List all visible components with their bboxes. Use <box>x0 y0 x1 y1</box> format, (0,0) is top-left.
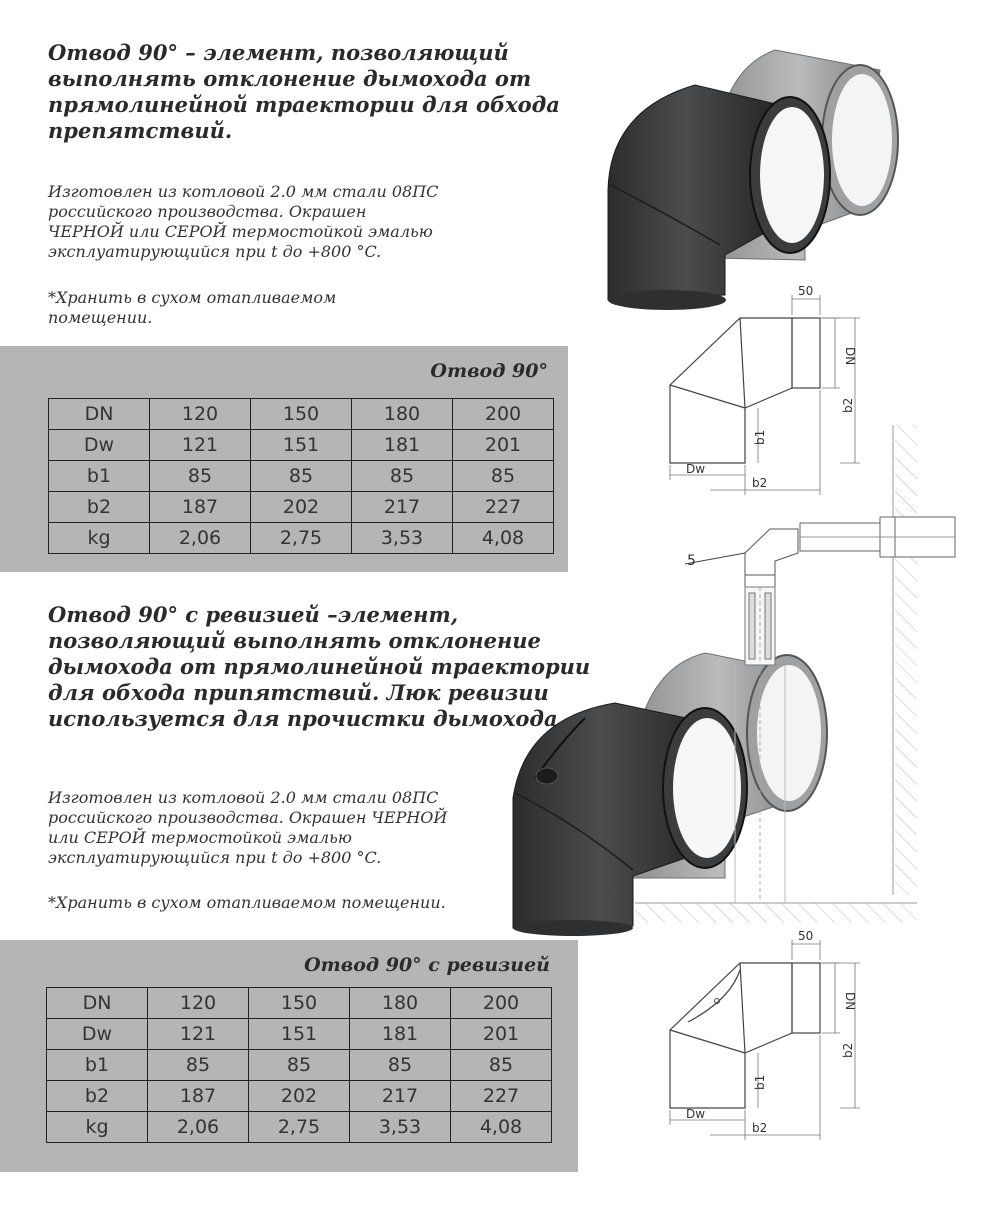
table-row <box>49 492 554 523</box>
table-cell: b1 <box>49 461 150 492</box>
table-cell: 180 <box>350 988 451 1019</box>
floor-hatch <box>635 903 917 923</box>
note-line: *Хранить в сухом отапливаемом <box>48 288 337 307</box>
section1-heading <box>48 40 588 144</box>
table-row <box>47 1019 552 1050</box>
vertical-flue <box>735 587 785 903</box>
installation-schematic <box>625 425 975 935</box>
table-cell: 3,53 <box>350 1112 451 1143</box>
table-cell: kg <box>49 523 150 554</box>
inspection-hatch-icon <box>536 768 558 784</box>
table-cell: Dw <box>49 430 150 461</box>
dim-b2-label: b2 <box>841 397 855 413</box>
table-cell: 85 <box>249 1050 350 1081</box>
table-cell: Dw <box>47 1019 148 1050</box>
table-cell: 4,08 <box>451 1112 552 1143</box>
desc-line: российского производства. Окрашен <box>48 202 367 221</box>
table-cell: 85 <box>352 461 453 492</box>
dim-dn-label: DN <box>843 992 857 1011</box>
table-cell: 202 <box>249 1081 350 1112</box>
table1-panel <box>0 346 568 572</box>
black-elbow <box>608 85 830 310</box>
table-cell: 85 <box>251 461 352 492</box>
table-cell: 151 <box>249 1019 350 1050</box>
table-cell: 2,75 <box>251 523 352 554</box>
table-cell: 2,06 <box>148 1112 249 1143</box>
table-cell: 180 <box>352 399 453 430</box>
heading-line: прямолинейной траектории для обхода <box>48 92 560 117</box>
table-cell: 217 <box>352 492 453 523</box>
dim-b1-label: b1 <box>753 1074 767 1090</box>
dim-50-label: 50 <box>798 930 814 943</box>
table-cell: 201 <box>451 1019 552 1050</box>
dim-b1-label: b1 <box>753 429 767 445</box>
dim-50-label: 50 <box>798 285 814 298</box>
heading-line: Отвод 90° с ревизией –элемент, <box>48 602 459 627</box>
callout-5-label: 5 <box>687 553 696 569</box>
table-row <box>49 399 554 430</box>
table-cell: 217 <box>350 1081 451 1112</box>
table-cell: 181 <box>352 430 453 461</box>
desc-line: эксплуатирующийся при t до +800 °C. <box>48 242 382 261</box>
dim-dw-label: Dw <box>686 462 706 476</box>
table-cell: 85 <box>451 1050 552 1081</box>
table-cell: 85 <box>350 1050 451 1081</box>
heading-line: Отвод 90° – элемент, позволяющий <box>48 40 509 65</box>
table-cell: 150 <box>251 399 352 430</box>
desc-line: Изготовлен из котловой 2.0 мм стали 08ПС <box>48 788 439 807</box>
table-cell: kg <box>47 1112 148 1143</box>
table-cell: 85 <box>453 461 554 492</box>
dim-b2-label: b2 <box>841 1042 855 1058</box>
table-cell: 85 <box>150 461 251 492</box>
table-cell: 121 <box>148 1019 249 1050</box>
section1-description <box>48 182 568 262</box>
heading-line: позволяющий выполнять отклонение <box>48 628 541 653</box>
table-cell: DN <box>47 988 148 1019</box>
heading-line: для обхода припятствий. Люк ревизии <box>48 680 549 705</box>
section1-storage-note <box>48 288 568 328</box>
elbow-outline <box>670 963 820 1108</box>
table-cell: DN <box>49 399 150 430</box>
table-cell: 2,75 <box>249 1112 350 1143</box>
wall-hatch <box>895 425 917 895</box>
heading-line: используется для прочистки дымохода. <box>48 706 565 731</box>
table-cell: 151 <box>251 430 352 461</box>
table-cell: 150 <box>249 988 350 1019</box>
table-cell: 202 <box>251 492 352 523</box>
desc-line: российского производства. Окрашен ЧЕРНОЙ <box>48 808 448 827</box>
table-row <box>47 1112 552 1143</box>
table2-title: Отвод 90° с ревизией <box>304 954 550 976</box>
heading-line: дымохода от прямолинейной траектории <box>48 654 591 679</box>
desc-line: Изготовлен из котловой 2.0 мм стали 08ПС <box>48 182 439 201</box>
table-cell: 187 <box>148 1081 249 1112</box>
table-cell: b2 <box>47 1081 148 1112</box>
dim-b2-bottom-label: b2 <box>752 476 768 490</box>
table-row <box>49 523 554 554</box>
table-cell: 85 <box>148 1050 249 1081</box>
dim-b2-bottom-label: b2 <box>752 1121 768 1135</box>
table-cell: 120 <box>148 988 249 1019</box>
table-cell: 121 <box>150 430 251 461</box>
table-row <box>47 1081 552 1112</box>
desc-line: ЧЕРНОЙ или СЕРОЙ термостойкой эмалью <box>48 222 433 241</box>
table-cell: 4,08 <box>453 523 554 554</box>
heading-line: выполнять отклонение дымохода от <box>48 66 532 91</box>
table-row <box>49 430 554 461</box>
table-cell: 181 <box>350 1019 451 1050</box>
desc-line: эксплуатирующийся при t до +800 °C. <box>48 848 382 867</box>
dim-dn-label: DN <box>843 347 857 366</box>
table-cell: b2 <box>49 492 150 523</box>
table-cell: 120 <box>150 399 251 430</box>
note-line: помещении. <box>48 308 153 327</box>
section2-description <box>48 788 508 868</box>
elbow-product-illustration <box>590 30 920 315</box>
spec-table-2 <box>46 987 552 1143</box>
table1-title: Отвод 90° <box>430 360 548 382</box>
table-row <box>49 461 554 492</box>
dim-dw-label: Dw <box>686 1107 706 1121</box>
table-row <box>47 988 552 1019</box>
table-cell: 201 <box>453 430 554 461</box>
spec-table-1 <box>48 398 554 554</box>
table-cell: 2,06 <box>150 523 251 554</box>
table2-panel <box>0 940 578 1172</box>
horizontal-flue <box>800 517 955 557</box>
table-cell: 200 <box>451 988 552 1019</box>
heading-line: препятствий. <box>48 118 233 143</box>
desc-line: или СЕРОЙ термостойкой эмалью <box>48 828 352 847</box>
elbow-node <box>745 529 798 587</box>
table-cell: 3,53 <box>352 523 453 554</box>
table-cell: 227 <box>451 1081 552 1112</box>
table-cell: 227 <box>453 492 554 523</box>
elbow-revision-technical-drawing <box>660 930 875 1145</box>
table-cell: b1 <box>47 1050 148 1081</box>
table-row <box>47 1050 552 1081</box>
table-cell: 187 <box>150 492 251 523</box>
section2-storage-note: *Хранить в сухом отапливаемом помещении. <box>48 893 446 912</box>
table-cell: 200 <box>453 399 554 430</box>
